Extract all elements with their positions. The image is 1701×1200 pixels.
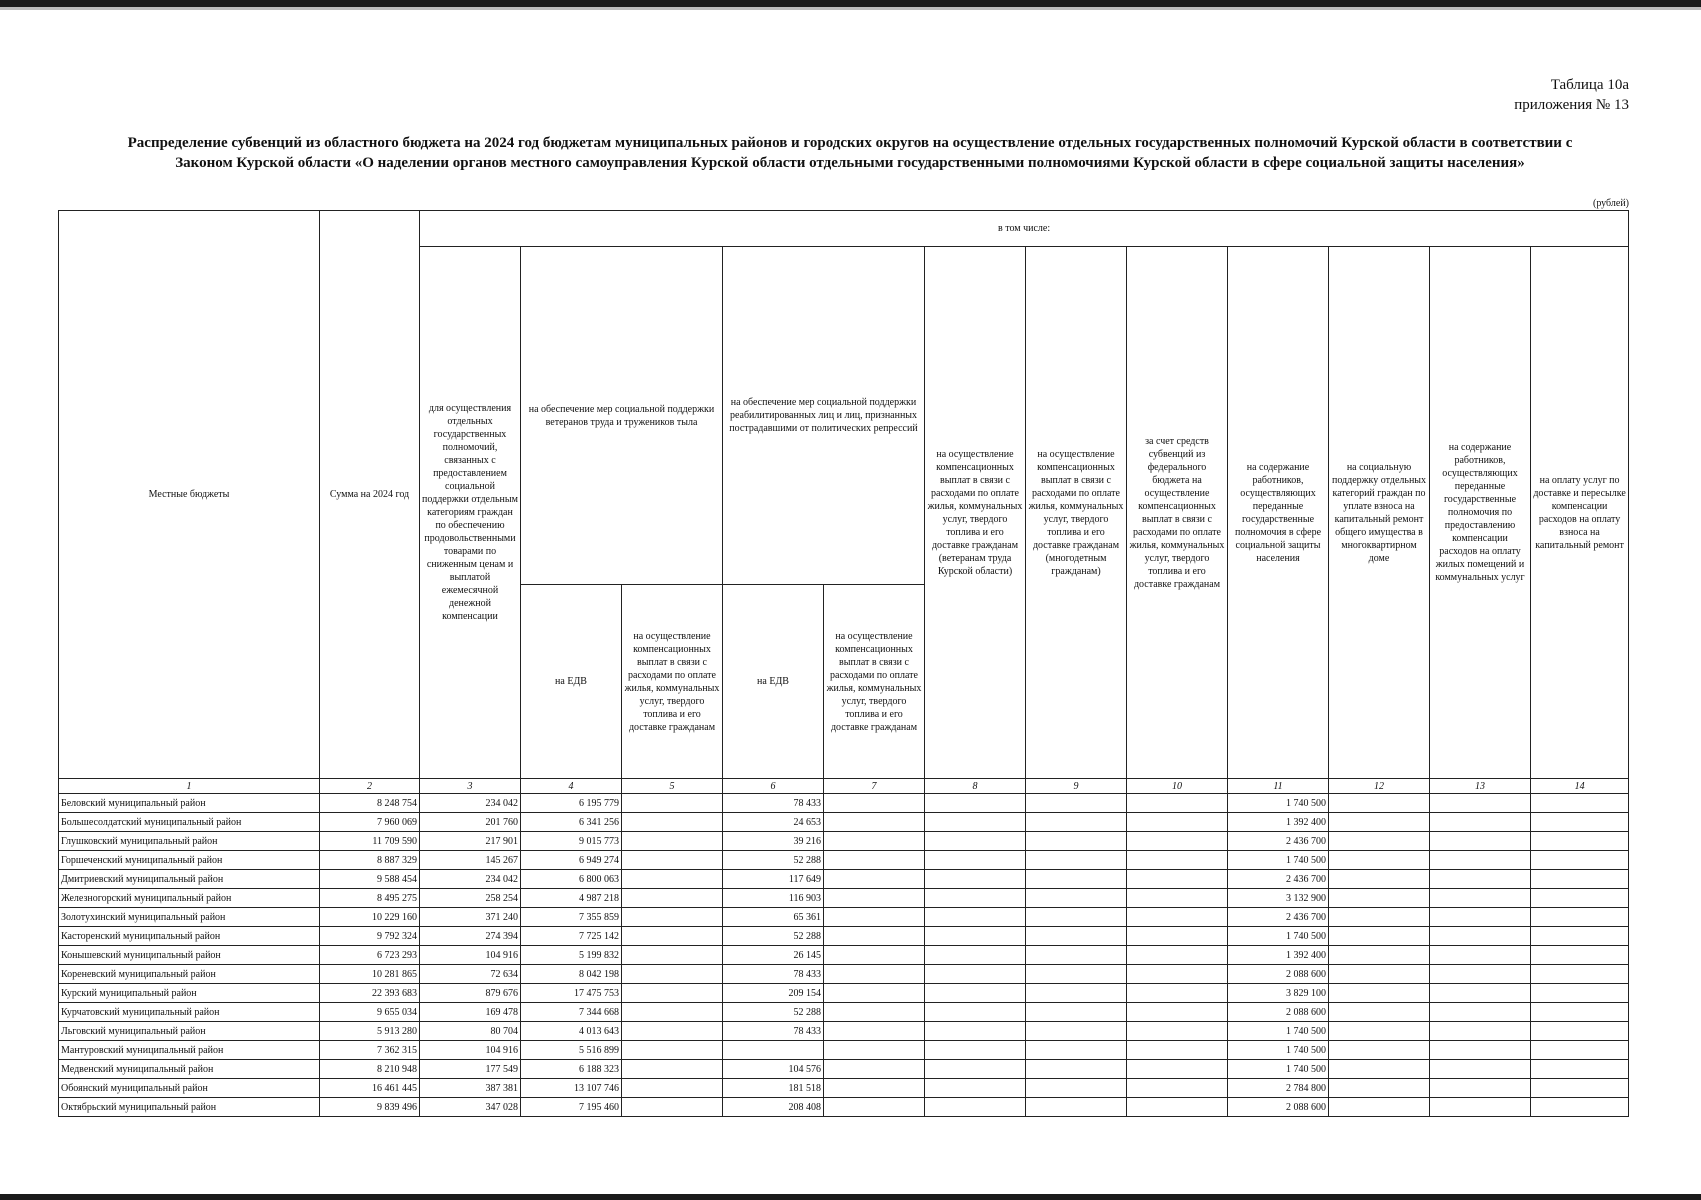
cell-c5 — [622, 889, 723, 908]
cell-c13 — [1430, 1060, 1531, 1079]
cell-c4: 4 013 643 — [521, 1022, 622, 1041]
cell-c12 — [1329, 1098, 1430, 1117]
cell-c2: 8 495 275 — [320, 889, 420, 908]
municipality-name: Большесолдатский муниципальный район — [59, 813, 320, 832]
cell-c7 — [824, 1079, 925, 1098]
cell-c2: 10 229 160 — [320, 908, 420, 927]
cell-c6: 78 433 — [723, 965, 824, 984]
cell-c7 — [824, 946, 925, 965]
cell-c6: 65 361 — [723, 908, 824, 927]
cell-c11: 2 436 700 — [1228, 832, 1329, 851]
cell-c3: 274 394 — [420, 927, 521, 946]
cell-c2: 8 248 754 — [320, 794, 420, 813]
cell-c5 — [622, 1003, 723, 1022]
table-body — [59, 794, 1629, 1117]
cell-c7 — [824, 870, 925, 889]
municipality-name: Октябрьский муниципальный район — [59, 1098, 320, 1117]
cell-c3: 371 240 — [420, 908, 521, 927]
table-number: Таблица 10а — [1550, 77, 1629, 93]
cell-c3: 72 634 — [420, 965, 521, 984]
cell-c12 — [1329, 813, 1430, 832]
scan-edge-bottom — [0, 1194, 1701, 1200]
table-row — [59, 1098, 1629, 1117]
table-row — [59, 908, 1629, 927]
cell-c12 — [1329, 832, 1430, 851]
cell-c10 — [1127, 851, 1228, 870]
cell-c8 — [925, 889, 1026, 908]
column-number: 13 — [1430, 779, 1531, 794]
cell-c8 — [925, 851, 1026, 870]
cell-c13 — [1430, 984, 1531, 1003]
cell-c2: 7 960 069 — [320, 813, 420, 832]
header-col12: на социальную поддержку отдельных категорий граждан по уплате взноса на капитальный ремонт общего имущества в многоквартирном доме — [1329, 247, 1430, 779]
cell-c10 — [1127, 889, 1228, 908]
municipality-name: Курский муниципальный район — [59, 984, 320, 1003]
column-number: 10 — [1127, 779, 1228, 794]
cell-c11: 2 436 700 — [1228, 870, 1329, 889]
column-number: 12 — [1329, 779, 1430, 794]
cell-c13 — [1430, 1022, 1531, 1041]
cell-c6: 209 154 — [723, 984, 824, 1003]
cell-c10 — [1127, 927, 1228, 946]
cell-c4: 7 195 460 — [521, 1098, 622, 1117]
cell-c9 — [1026, 851, 1127, 870]
municipality-name: Конышевский муниципальный район — [59, 946, 320, 965]
cell-c4: 7 344 668 — [521, 1003, 622, 1022]
column-number: 9 — [1026, 779, 1127, 794]
cell-c2: 7 362 315 — [320, 1041, 420, 1060]
cell-c8 — [925, 965, 1026, 984]
scan-edge-shadow — [0, 7, 1701, 10]
cell-c6: 52 288 — [723, 1003, 824, 1022]
cell-c14 — [1531, 946, 1629, 965]
cell-c10 — [1127, 1098, 1228, 1117]
header-comp-veterans: на осуществление компенсационных выплат в связи с расходами по оплате жилья, коммунальных услуг, твердого топлива и его доставке гражданам — [622, 585, 723, 779]
header-group-repressed: на обеспечение мер социальной поддержки реабилитированных лиц и лиц, признанных пострадавшими от политических репрессий — [723, 247, 925, 585]
cell-c6: 116 903 — [723, 889, 824, 908]
cell-c3: 145 267 — [420, 851, 521, 870]
cell-c8 — [925, 927, 1026, 946]
cell-c8 — [925, 1060, 1026, 1079]
cell-c11: 3 132 900 — [1228, 889, 1329, 908]
cell-c10 — [1127, 1003, 1228, 1022]
table-row — [59, 1041, 1629, 1060]
column-number: 11 — [1228, 779, 1329, 794]
cell-c12 — [1329, 908, 1430, 927]
cell-c11: 2 088 600 — [1228, 1003, 1329, 1022]
cell-c14 — [1531, 870, 1629, 889]
cell-c2: 8 210 948 — [320, 1060, 420, 1079]
header-col13: на содержание работников, осуществляющих переданные государственные полномочия по предоставлению компенсации расходов на оплату жилых помещений и коммунальных услуг — [1430, 247, 1531, 779]
cell-c12 — [1329, 1003, 1430, 1022]
cell-c6: 24 653 — [723, 813, 824, 832]
cell-c10 — [1127, 946, 1228, 965]
table-row — [59, 946, 1629, 965]
column-number: 2 — [320, 779, 420, 794]
cell-c2: 6 723 293 — [320, 946, 420, 965]
header-sum-2024: Сумма на 2024 год — [320, 211, 420, 779]
cell-c7 — [824, 851, 925, 870]
cell-c14 — [1531, 1060, 1629, 1079]
cell-c6: 26 145 — [723, 946, 824, 965]
scan-edge-top — [0, 0, 1701, 7]
table-row — [59, 984, 1629, 1003]
cell-c5 — [622, 870, 723, 889]
cell-c7 — [824, 927, 925, 946]
cell-c7 — [824, 965, 925, 984]
table-row — [59, 927, 1629, 946]
cell-c3: 104 916 — [420, 1041, 521, 1060]
cell-c2: 9 839 496 — [320, 1098, 420, 1117]
cell-c13 — [1430, 832, 1531, 851]
cell-c9 — [1026, 832, 1127, 851]
cell-c8 — [925, 1041, 1026, 1060]
cell-c7 — [824, 1098, 925, 1117]
cell-c3: 258 254 — [420, 889, 521, 908]
cell-c5 — [622, 794, 723, 813]
column-number: 14 — [1531, 779, 1629, 794]
cell-c8 — [925, 813, 1026, 832]
cell-c3: 80 704 — [420, 1022, 521, 1041]
cell-c11: 1 740 500 — [1228, 927, 1329, 946]
cell-c8 — [925, 908, 1026, 927]
cell-c11: 1 740 500 — [1228, 1060, 1329, 1079]
cell-c10 — [1127, 794, 1228, 813]
cell-c9 — [1026, 984, 1127, 1003]
cell-c3: 169 478 — [420, 1003, 521, 1022]
cell-c3: 177 549 — [420, 1060, 521, 1079]
cell-c8 — [925, 870, 1026, 889]
cell-c13 — [1430, 1003, 1531, 1022]
cell-c11: 2 088 600 — [1228, 1098, 1329, 1117]
cell-c11: 2 088 600 — [1228, 965, 1329, 984]
table-row — [59, 1003, 1629, 1022]
cell-c5 — [622, 927, 723, 946]
cell-c10 — [1127, 832, 1228, 851]
table-row — [59, 1060, 1629, 1079]
cell-c4: 8 042 198 — [521, 965, 622, 984]
cell-c10 — [1127, 1022, 1228, 1041]
table-row — [59, 889, 1629, 908]
cell-c5 — [622, 946, 723, 965]
cell-c3: 217 901 — [420, 832, 521, 851]
cell-c9 — [1026, 965, 1127, 984]
cell-c2: 9 655 034 — [320, 1003, 420, 1022]
cell-c4: 13 107 746 — [521, 1079, 622, 1098]
cell-c12 — [1329, 984, 1430, 1003]
cell-c11: 2 436 700 — [1228, 908, 1329, 927]
cell-c13 — [1430, 965, 1531, 984]
cell-c3: 879 676 — [420, 984, 521, 1003]
header-edv-repressed: на ЕДВ — [723, 585, 824, 779]
cell-c3: 234 042 — [420, 870, 521, 889]
table-row — [59, 832, 1629, 851]
cell-c12 — [1329, 889, 1430, 908]
cell-c12 — [1329, 1079, 1430, 1098]
cell-c9 — [1026, 1003, 1127, 1022]
subsidy-table — [58, 210, 1629, 1117]
cell-c4: 6 800 063 — [521, 870, 622, 889]
cell-c10 — [1127, 984, 1228, 1003]
header-comp-repressed: на осуществление компенсационных выплат в связи с расходами по оплате жилья, коммунальных услуг, твердого топлива и его доставке гражданам — [824, 585, 925, 779]
cell-c4: 7 355 859 — [521, 908, 622, 927]
cell-c5 — [622, 1041, 723, 1060]
cell-c8 — [925, 832, 1026, 851]
cell-c5 — [622, 832, 723, 851]
cell-c8 — [925, 946, 1026, 965]
cell-c10 — [1127, 965, 1228, 984]
header-group-veterans: на обеспечение мер социальной поддержки ветеранов труда и тружеников тыла — [521, 247, 723, 585]
cell-c12 — [1329, 1022, 1430, 1041]
cell-c13 — [1430, 908, 1531, 927]
cell-c12 — [1329, 851, 1430, 870]
cell-c13 — [1430, 946, 1531, 965]
cell-c8 — [925, 1079, 1026, 1098]
cell-c10 — [1127, 1060, 1228, 1079]
cell-c6 — [723, 1041, 824, 1060]
cell-c13 — [1430, 851, 1531, 870]
cell-c3: 104 916 — [420, 946, 521, 965]
cell-c6: 181 518 — [723, 1079, 824, 1098]
cell-c5 — [622, 984, 723, 1003]
cell-c4: 9 015 773 — [521, 832, 622, 851]
cell-c9 — [1026, 870, 1127, 889]
cell-c14 — [1531, 813, 1629, 832]
cell-c14 — [1531, 984, 1629, 1003]
cell-c7 — [824, 908, 925, 927]
header-local-budgets: Местные бюджеты — [59, 211, 320, 779]
column-number: 8 — [925, 779, 1026, 794]
cell-c8 — [925, 794, 1026, 813]
cell-c4: 7 725 142 — [521, 927, 622, 946]
cell-c8 — [925, 984, 1026, 1003]
table-row — [59, 851, 1629, 870]
cell-c9 — [1026, 1079, 1127, 1098]
column-number: 4 — [521, 779, 622, 794]
cell-c3: 234 042 — [420, 794, 521, 813]
cell-c6: 117 649 — [723, 870, 824, 889]
cell-c14 — [1531, 965, 1629, 984]
cell-c5 — [622, 813, 723, 832]
cell-c5 — [622, 1098, 723, 1117]
table-reference — [1514, 75, 1629, 115]
cell-c11: 1 740 500 — [1228, 794, 1329, 813]
cell-c9 — [1026, 1022, 1127, 1041]
cell-c14 — [1531, 908, 1629, 927]
document-title: Распределение субвенций из областного бюджета на 2024 год бюджетам муниципальных районов и городских округов на осуществление отдельных государственных полномочий Курской области в соответствии с Законом Курской области «О наделении органов местного самоуправления Курской области отдельными государственными полномочиями Курской области в сфере социальной защиты населения» — [127, 135, 1573, 171]
cell-c14 — [1531, 1022, 1629, 1041]
header-col11: на содержание работников, осуществляющих переданные государственные полномочия в сфере социальной защиты населения — [1228, 247, 1329, 779]
municipality-name: Льговский муниципальный район — [59, 1022, 320, 1041]
cell-c2: 11 709 590 — [320, 832, 420, 851]
cell-c14 — [1531, 851, 1629, 870]
cell-c13 — [1430, 1098, 1531, 1117]
cell-c13 — [1430, 1041, 1531, 1060]
cell-c7 — [824, 1003, 925, 1022]
municipality-name: Глушковский муниципальный район — [59, 832, 320, 851]
cell-c6: 52 288 — [723, 851, 824, 870]
cell-c13 — [1430, 889, 1531, 908]
cell-c14 — [1531, 1003, 1629, 1022]
cell-c7 — [824, 832, 925, 851]
cell-c4: 17 475 753 — [521, 984, 622, 1003]
municipality-name: Беловский муниципальный район — [59, 794, 320, 813]
cell-c5 — [622, 1079, 723, 1098]
cell-c9 — [1026, 908, 1127, 927]
municipality-name: Обоянский муниципальный район — [59, 1079, 320, 1098]
cell-c7 — [824, 794, 925, 813]
cell-c7 — [824, 1022, 925, 1041]
municipality-name: Железногорский муниципальный район — [59, 889, 320, 908]
column-number: 6 — [723, 779, 824, 794]
cell-c6: 208 408 — [723, 1098, 824, 1117]
cell-c2: 16 461 445 — [320, 1079, 420, 1098]
cell-c11: 1 740 500 — [1228, 1022, 1329, 1041]
header-col9: на осуществление компенсационных выплат в связи с расходами по оплате жилья, коммунальных услуг, твердого топлива и его доставке гражданам (многодетным гражданам) — [1026, 247, 1127, 779]
header-col8: на осуществление компенсационных выплат в связи с расходами по оплате жилья, коммунальных услуг, твердого топлива и его доставке гражданам (ветеранам труда Курской области) — [925, 247, 1026, 779]
cell-c9 — [1026, 1041, 1127, 1060]
municipality-name: Касторенский муниципальный район — [59, 927, 320, 946]
cell-c6: 104 576 — [723, 1060, 824, 1079]
table-row — [59, 794, 1629, 813]
cell-c13 — [1430, 927, 1531, 946]
cell-c10 — [1127, 908, 1228, 927]
cell-c12 — [1329, 927, 1430, 946]
cell-c13 — [1430, 870, 1531, 889]
cell-c12 — [1329, 946, 1430, 965]
column-number: 7 — [824, 779, 925, 794]
cell-c10 — [1127, 1079, 1228, 1098]
cell-c10 — [1127, 813, 1228, 832]
cell-c11: 3 829 100 — [1228, 984, 1329, 1003]
cell-c2: 10 281 865 — [320, 965, 420, 984]
cell-c9 — [1026, 813, 1127, 832]
cell-c12 — [1329, 1060, 1430, 1079]
units-label: (рублей) — [1592, 198, 1629, 209]
column-number: 3 — [420, 779, 521, 794]
cell-c4: 6 188 323 — [521, 1060, 622, 1079]
column-number: 5 — [622, 779, 723, 794]
cell-c5 — [622, 851, 723, 870]
municipality-name: Курчатовский муниципальный район — [59, 1003, 320, 1022]
table-row — [59, 1079, 1629, 1098]
cell-c6: 52 288 — [723, 927, 824, 946]
cell-c9 — [1026, 794, 1127, 813]
cell-c7 — [824, 1060, 925, 1079]
cell-c3: 347 028 — [420, 1098, 521, 1117]
cell-c7 — [824, 813, 925, 832]
cell-c11: 1 392 400 — [1228, 946, 1329, 965]
cell-c8 — [925, 1003, 1026, 1022]
cell-c7 — [824, 1041, 925, 1060]
cell-c14 — [1531, 832, 1629, 851]
cell-c2: 8 887 329 — [320, 851, 420, 870]
cell-c11: 1 740 500 — [1228, 1041, 1329, 1060]
cell-c12 — [1329, 870, 1430, 889]
cell-c2: 5 913 280 — [320, 1022, 420, 1041]
cell-c9 — [1026, 1098, 1127, 1117]
cell-c8 — [925, 1022, 1026, 1041]
column-number-row — [59, 779, 1629, 794]
cell-c5 — [622, 965, 723, 984]
cell-c14 — [1531, 1098, 1629, 1117]
table-row — [59, 965, 1629, 984]
cell-c4: 6 341 256 — [521, 813, 622, 832]
cell-c14 — [1531, 889, 1629, 908]
cell-c14 — [1531, 927, 1629, 946]
table-row — [59, 1022, 1629, 1041]
column-number: 1 — [59, 779, 320, 794]
cell-c9 — [1026, 927, 1127, 946]
cell-c13 — [1430, 794, 1531, 813]
cell-c14 — [1531, 1041, 1629, 1060]
cell-c9 — [1026, 946, 1127, 965]
cell-c12 — [1329, 1041, 1430, 1060]
cell-c8 — [925, 1098, 1026, 1117]
cell-c4: 5 199 832 — [521, 946, 622, 965]
appendix-number: приложения № 13 — [1514, 97, 1629, 113]
cell-c5 — [622, 908, 723, 927]
header-col14: на оплату услуг по доставке и пересылке компенсации расходов на оплату взноса на капитальный ремонт — [1531, 247, 1629, 779]
cell-c3: 387 381 — [420, 1079, 521, 1098]
cell-c9 — [1026, 889, 1127, 908]
cell-c4: 5 516 899 — [521, 1041, 622, 1060]
cell-c14 — [1531, 1079, 1629, 1098]
header-including: в том числе: — [420, 211, 1629, 247]
cell-c2: 9 588 454 — [320, 870, 420, 889]
municipality-name: Кореневский муниципальный район — [59, 965, 320, 984]
table-row — [59, 813, 1629, 832]
cell-c6: 39 216 — [723, 832, 824, 851]
cell-c11: 2 784 800 — [1228, 1079, 1329, 1098]
cell-c2: 9 792 324 — [320, 927, 420, 946]
cell-c7 — [824, 889, 925, 908]
header-edv-veterans: на ЕДВ — [521, 585, 622, 779]
cell-c12 — [1329, 794, 1430, 813]
cell-c9 — [1026, 1060, 1127, 1079]
cell-c3: 201 760 — [420, 813, 521, 832]
cell-c5 — [622, 1022, 723, 1041]
cell-c14 — [1531, 794, 1629, 813]
cell-c13 — [1430, 1079, 1531, 1098]
cell-c4: 4 987 218 — [521, 889, 622, 908]
cell-c11: 1 392 400 — [1228, 813, 1329, 832]
cell-c4: 6 949 274 — [521, 851, 622, 870]
cell-c6: 78 433 — [723, 1022, 824, 1041]
municipality-name: Горшеченский муниципальный район — [59, 851, 320, 870]
cell-c10 — [1127, 1041, 1228, 1060]
cell-c11: 1 740 500 — [1228, 851, 1329, 870]
cell-c6: 78 433 — [723, 794, 824, 813]
municipality-name: Золотухинский муниципальный район — [59, 908, 320, 927]
cell-c4: 6 195 779 — [521, 794, 622, 813]
table-row — [59, 870, 1629, 889]
cell-c2: 22 393 683 — [320, 984, 420, 1003]
cell-c5 — [622, 1060, 723, 1079]
cell-c12 — [1329, 965, 1430, 984]
cell-c13 — [1430, 813, 1531, 832]
header-col10: за счет средств субвенций из федерального бюджета на осуществление компенсационных выплат в связи с расходами по оплате жилья, коммунальных услуг, твердого топлива и его доставке гражданам — [1127, 247, 1228, 779]
municipality-name: Дмитриевский муниципальный район — [59, 870, 320, 889]
header-col3: для осуществления отдельных государственных полномочий, связанных с предоставлением социальной поддержки отдельным категориям граждан по обеспечению продовольственными товарами по сниженным ценам и выплатой ежемесячной денежной компенсации — [420, 247, 521, 779]
municipality-name: Медвенский муниципальный район — [59, 1060, 320, 1079]
municipality-name: Мантуровский муниципальный район — [59, 1041, 320, 1060]
cell-c7 — [824, 984, 925, 1003]
cell-c10 — [1127, 870, 1228, 889]
